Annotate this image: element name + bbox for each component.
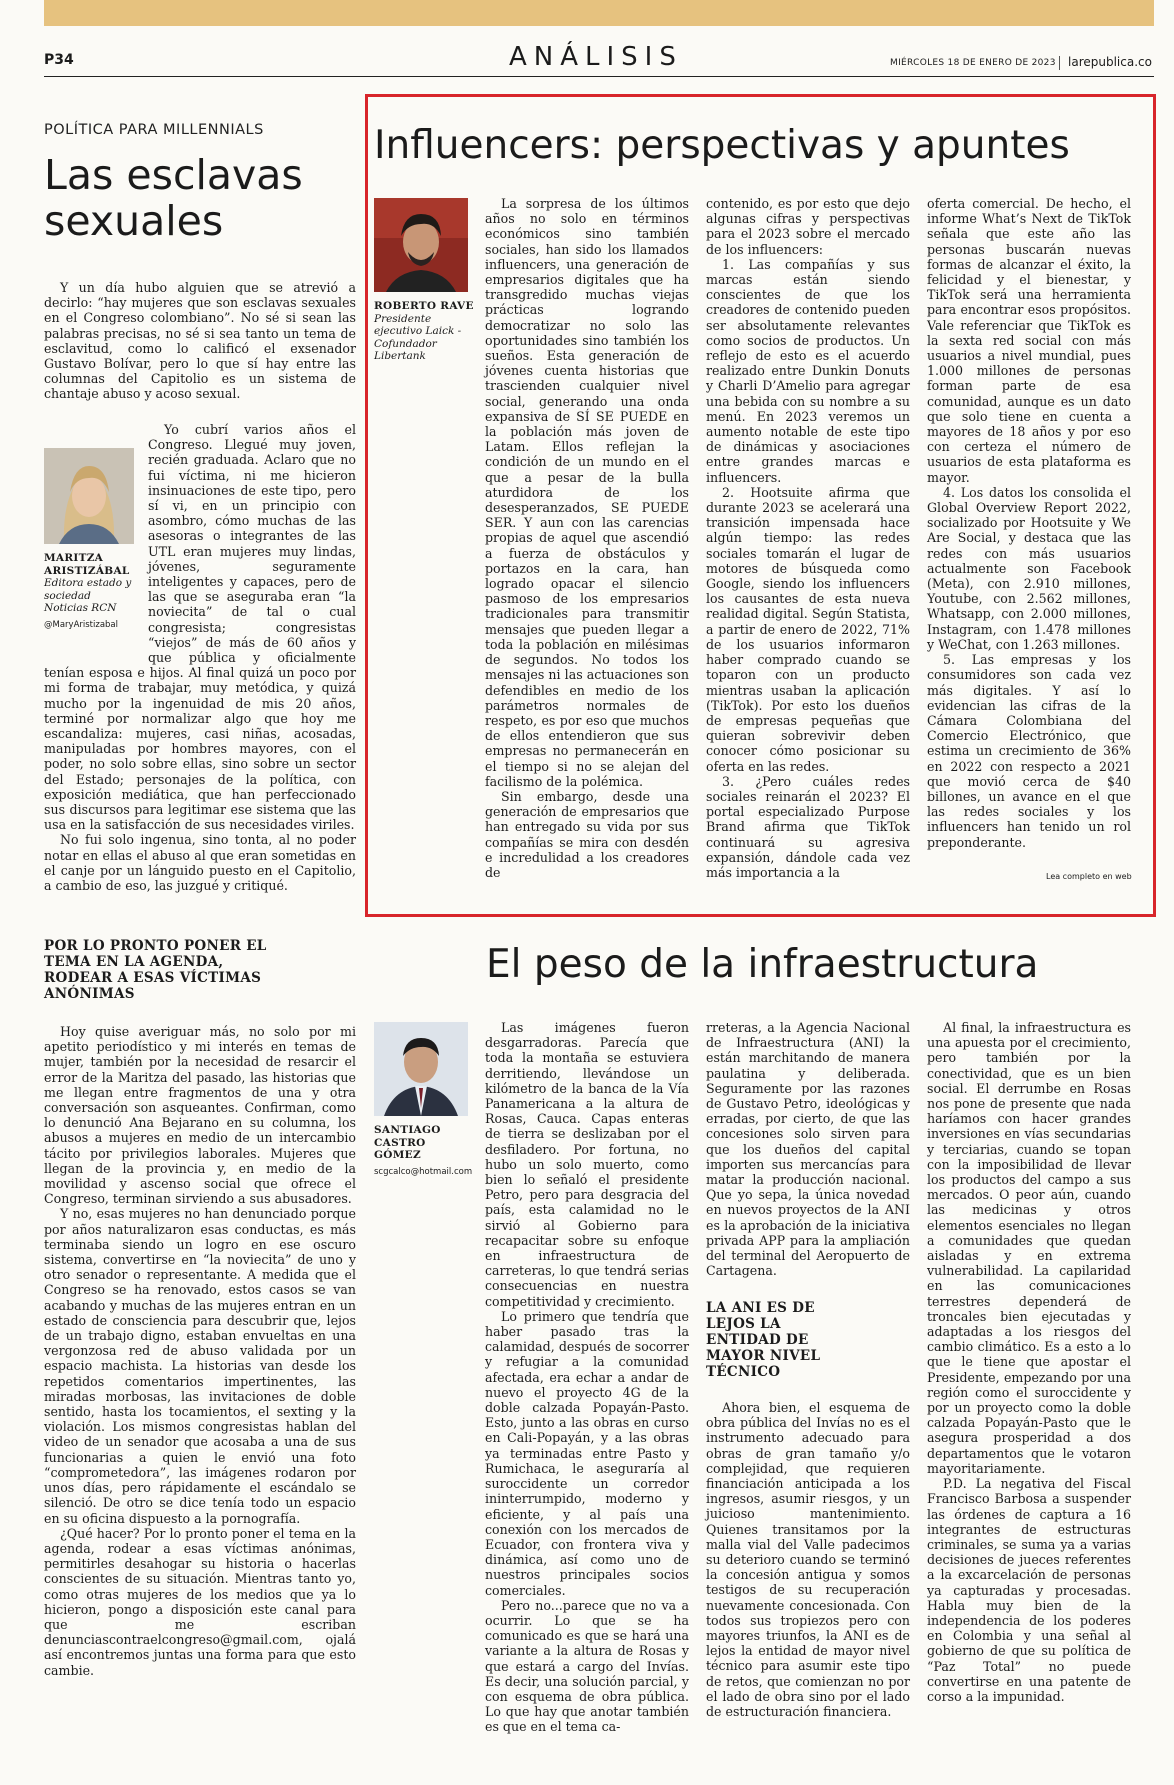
author-handle: @MaryAristizabal xyxy=(44,619,118,630)
site-name: larepublica.co xyxy=(1068,55,1152,69)
read-more-link[interactable]: Lea completo en web xyxy=(1046,872,1132,881)
paragraph: oferta comercial. De hecho, el informe What’s Next de TikTok señala que este año las personas buscarán nuevas formas de alcanzar el éxito, la felicidad y el bienestar, y TikTok será una herramienta para encontrar esos propósitos. Vale referenciar que TikTok es la sexta red social con más usuarios a nivel mundial, pues 1.000 millones de personas forman parte de esa comunidad, aunque es un dato que solo tiene en cuenta a mayores de 18 años y por eso con certeza el número de usuarios de esta plataforma es mayor. xyxy=(927,196,1131,485)
paragraph: 1. Las compañías y sus marcas están siendo conscientes de que los creadores de contenido pueden ser absolutamente relevantes como socios de productos. Un reflejo de esto es el acuerdo realizado entre Dunkin Donuts y Charli D’Amelio para agregar una bebida con su nombre a su menú. En 2023 veremos un aumento notable de este tipo de dinámicas y asociaciones entre grandes marcas e influencers. xyxy=(706,256,910,485)
page-number: P34 xyxy=(44,52,74,68)
author-name: ROBERTO RAVE xyxy=(374,300,474,312)
infra-column-3 xyxy=(927,1020,1131,1704)
subhead-esclavas: POR LO PRONTO PONER EL TEMA EN LA AGENDA, RODEAR A ESAS VÍCTIMAS ANÓNIMAS xyxy=(44,938,267,1002)
infra-column-2b xyxy=(706,1400,910,1719)
paragraph: P.D. La negativa del Fiscal Francisco Barbosa a suspender las órdenes de captura a 16 integrantes de estructuras criminales, se suma ya a varias decisiones de jueces referentes a la excarcelación de personas ya capturadas y procesadas. Habla muy bien de la independencia de los poderes en Colombia y una señal al gobierno de que su política de “Paz Total” no puede convertirse en una patente de corso a la impunidad. xyxy=(927,1476,1131,1704)
page-header xyxy=(44,38,1154,77)
paragraph: Las imágenes fueron desgarradoras. Parecía que toda la montaña se estuviera derritiendo, llevándose un kilómetro de la banca de la Vía Panamericana a la altura de Rosas, Cauca. Capas enteras de tierra se deslizaban por el desfiladero. Por fortuna, no hubo un solo muerto, como bien lo señaló el presidente Petro, pero para desgracia del país, esta calamidad no le sirvió al Gobierno para recapacitar sobre su enfoque en infraestructura de carreteras, lo que tendrá serias consecuencias en nuestra competitividad y crecimiento. xyxy=(485,1020,689,1309)
article-title-influencers: Influencers: perspectivas y apuntes xyxy=(374,123,1070,168)
paragraph: Sin embargo, desde una generación de empresarios que han entregado su vida por sus compañías se mira con desdén e incredulidad a los creadores de xyxy=(485,788,689,880)
influencers-column-1 xyxy=(485,196,689,880)
paragraph: 3. ¿Pero cuáles redes sociales reinarán el 2023? El portal especializado Purpose Brand afirma que TikTok continuará su agresiva expansión, dándole cada vez más importancia a la xyxy=(706,773,910,880)
paragraph: 5. Las empresas y los consumidores son cada vez más digitales. Y así lo evidencian las cifras de la Cámara Colombiana del Comercio Electrónico, que estima un crecimiento de 36% en 2022 con respecto a 2021 que movió cerca de $40 billones, un avance en el que las redes sociales y los influencers han tenido un rol preponderante. xyxy=(927,652,1131,850)
paragraph: Hoy quise averiguar más, no solo por mi apetito periodístico y mi interés en temas de mujer, también por la necesidad de resarcir el error de la Maritza del pasado, las historias que me llegan entre fragmentos de una y otra conversación son asqueantes. Confirman, como lo denunció Ana Bejarano en su columna, los abusos a mujeres en medio de un intercambio tácito por privilegios laborales. Mujeres que llegan de la provincia y, en medio de la movilidad y ascenso social que ofrece el Congreso, terminan sirviendo a sus abusadores. xyxy=(44,1024,356,1207)
top-color-bar xyxy=(44,0,1154,26)
paragraph: contenido, es por esto que dejo algunas cifras y perspectivas para el 2023 sobre el mercado de los influencers: xyxy=(706,196,910,257)
paragraph: Y un día hubo alguien que se atrevió a decirlo: “hay mujeres que son esclavas sexuales en el Congreso colombiano”. No sé si sean las palabras precisas, no sé si sea tanto un tema de esclavitud, como lo calificó el exsenador Gustavo Bolívar, pero lo que sí hay entre las columnas del Capitolio es un sistema de chantaje abuso y acoso sexual. xyxy=(44,280,356,402)
paragraph: 4. Los datos los consolida el Global Overview Report 2022, socializado por Hootsuite y We Are Social, y destaca que las redes con más usuarios actualmente son Facebook (Meta), con 2.910 millones, Youtube, con 2.562 millones, Whatsapp, con 2.000 millones, Instagram, con 1.478 millones y WeChat, con 1.263 millones. xyxy=(927,484,1131,652)
section-title: ANÁLISIS xyxy=(509,42,683,72)
paragraph: 2. Hootsuite afirma que durante 2023 se acelerará una transición impensada hace algún tiempo: las redes sociales tomarán el lugar de motores de búsqueda como Google, siendo los influencers los causantes de esta nueva realidad digital. Según Statista, a partir de enero de 2022, 71% de los usuarios informaron haber comprado cuando se toparon con un producto mientras usaban la aplicación (TikTok). Por esto los dueños de empresas pequeñas que quieran sobrevivir deben conocer cómo posicionar su oferta en las redes. xyxy=(706,484,910,774)
paragraph: Lo primero que tendría que haber pasado tras la calamidad, después de socorrer y refugiar a la comunidad afectada, era echar a andar de nuevo el proyecto 4G de la doble calzada Popayán-Pasto. Esto, junto a las obras en curso en Cali-Popayán, y a las obras ya terminadas entre Pasto y Rumichaca, le aseguraría al suroccidente un corredor ininterrumpido, moderno y eficiente, y al país una conexión con los mercados de Ecuador, con frontera viva y dinámica, así como uno de nuestros principales socios comerciales. xyxy=(485,1308,689,1598)
author-role: Editora estado y sociedad Noticias RCN xyxy=(44,577,132,614)
paragraph: Ahora bien, el esquema de obra pública del Invías no es el instrumento adecuado para obras de gran tamaño y/o complejidad, que requieren financiación anticipada a los ingresos, asumir riesgos, y un juicioso mantenimiento. Quienes transitamos por la malla vial del Valle padecimos su deterioro cuando se terminó la concesión antigua y somos testigos de su recuperación nuevamente concesionada. Con todos sus tropiezos pero con mayores triunfos, la ANI es de lejos la entidad de mayor nivel técnico para asumir este tipo de retos, que comienzan no por el lado de obra sino por el lado de estructuración financiera. xyxy=(706,1400,910,1720)
paragraph: Yo cubrí varios años el Congreso. Llegué muy joven, recién graduada. Aclaro que no fui víctima, ni me hicieron insinuaciones de este tipo, pero sí vi, en un principio con asombro, cómo muchas de las asesoras o integrantes de las UTL eran mujeres muy lindas, jóvenes, seguramente inteligentes y capaces, pero de las que se aseguraba eran “la noviecita” de tal o cual congresista; congresistas “viejos” de más de 60 años y que pública y oficialmente tenían esposa e hijos. Al final quizá un poco por mi forma de trabajar, muy metódica, y quizá mucho por la ingenuidad de mis 20 años, terminé por normalizar algo que hoy me escandaliza: mujeres, casi niñas, acosadas, manipuladas por hombres mayores, con el poder, no solo sobre ellas, sino sobre un sector del Estado; personajes de la política, con exposición mediática, que han perfeccionado sus discursos para legitimar ese sistema que las usa en la satisfacción de sus necesidades viriles. xyxy=(44,422,356,833)
article-body-esclavas-intro xyxy=(44,280,356,402)
article-title-esclavas: Las esclavas sexuales xyxy=(44,151,303,245)
article-body-esclavas-main xyxy=(44,422,356,893)
paragraph: ¿Qué hacer? Por lo pronto poner el tema en la agenda, rodear a esas víctimas anónimas, permitirles desahogar su historia o hacerlas conscientes de su situación. Mientras tanto yo, como otras mujeres de los medios que ya lo hicieron, pongo a disposición este canal para que me escriban denunciascontraelcongreso@gmail.com, ojalá así encontremos juntas una forma para que esto cambie. xyxy=(44,1525,356,1678)
author-box-castro xyxy=(374,1124,474,1178)
author-handle: scgcalco@hotmail.com xyxy=(374,1166,473,1177)
author-photo-rave xyxy=(374,198,468,292)
paragraph: rreteras, a la Agencia Nacional de Infraestructura (ANI) la están marchitando de manera paulatina y deliberada. Seguramente por las razones de Gustavo Petro, ideológicas y erradas, por cierto, de que las concesiones solo sirven para que los dueños del capital importen sus mercancías para matar la producción nacional. Que yo sepa, la única novedad en nuevos proyectos de la ANI es la aprobación de la iniciativa privada APP para la ampliación del terminal del Aeropuerto de Cartagena. xyxy=(706,1020,910,1279)
photo-wrap-spacer xyxy=(44,422,148,652)
paragraph: No fui solo ingenua, sino tonta, al no poder notar en ellas el abuso al que eran sometidas en el canje por un lánguido puesto en el Capitolio, a cambio de eso, las juzgué y critiqué. xyxy=(44,832,356,894)
paragraph: La sorpresa de los últimos años no solo en términos económicos sino también sociales, han sido los llamados influencers, una generación de empresarios digitales que ha transgredido muchas viejas prácticas logrando democratizar no solo las oportunidades sino también los sueños. Esta generación de jóvenes cuenta historias que trascienden cualquier nivel social, generando una onda expansiva de SÍ SE PUEDE en la población más joven de Latam. Ellos reflejan la condición de un mundo en el que a pesar de la bulla aturdidora de los desesperanzados, SE PUEDE SER. Y aun con las carencias propias de aquel que ascendió a fuerza de obstáculos y portazos en la cara, han logrado opacar el silencio pasmoso de los empresarios tradicionales para transmitir mensajes que pueden llegar a toda la población en milésimas de segundos. No todos los mensajes ni las actuaciones son defendibles en medio de los parámetros normales de respeto, es por eso que muchos de ellos entendieron que sus empresas no permanecerán en el tiempo si no se alejan del facilismo de la polémica. xyxy=(485,196,689,789)
author-box-rave xyxy=(374,300,474,363)
author-name: MARITZA ARISTIZÁBAL xyxy=(44,552,130,577)
author-photo-castro xyxy=(374,1022,468,1116)
subhead-infraestructura: LA ANI ES DE LEJOS LA ENTIDAD DE MAYOR NIVEL TÉCNICO xyxy=(706,1300,821,1380)
issue-date: MIÉRCOLES 18 DE ENERO DE 2023 xyxy=(890,58,1056,68)
influencers-column-2 xyxy=(706,196,910,880)
author-role: Presidente ejecutivo Laick - Cofundador Libertank xyxy=(374,312,462,362)
article-title-infraestructura: El peso de la infraestructura xyxy=(486,942,1039,987)
column-kicker: POLÍTICA PARA MILLENNIALS xyxy=(44,122,264,138)
infra-column-2 xyxy=(706,1020,910,1278)
paragraph: Y no, esas mujeres no han denunciado porque por años naturalizaron esas conductas, es más terminaba siendo un logro en ese oscuro sistema, convertirse en “la noviecita” de uno y otro senador o representante. A medida que el Congreso se ha renovado, estos casos se van acabando y muchas de las mujeres entran en un estado de consciencia para descubrir que, lejos de un trabajo digno, estaban envueltas en una vergonzosa red de abuso validada por un espacio machista. La historias van desde los repetidos comentarios impertinentes, las miradas morbosas, las invitaciones de doble sentido, hasta los tocamientos, el sexting y la violación. Los mismos congresistas hablan del video de un senador que acosaba a una de sus funcionarias a quien le envió una foto “comprometedora”, las imágenes rodaron por unos días, pero rápidamente el escándalo se silenció. De otro se dice tenía todo un espacio en su oficina dispuesto a la pornografía. xyxy=(44,1206,356,1526)
influencers-column-3 xyxy=(927,196,1131,850)
article-body-esclavas-cont xyxy=(44,1024,356,1678)
infra-column-1 xyxy=(485,1020,689,1735)
author-name: SANTIAGO CASTRO GÓMEZ xyxy=(374,1124,441,1161)
paragraph: Pero no...parece que no va a ocurrir. Lo que se ha comunicado es que se hará una variante a la altura de Rosas y que estará a cargo del Invías. Es decir, una solución parcial, y con esquema de obra pública. Lo que hay que anotar también es que en el tema ca- xyxy=(485,1597,689,1735)
header-divider xyxy=(1059,56,1060,70)
paragraph: Al final, la infraestructura es una apuesta por el crecimiento, pero también por la conectividad, que es un bien social. El derrumbe en Rosas nos pone de presente que nada haríamos con hacer grandes inversiones en vías secundarias y terciarias, cuando se topan con la imposibilidad de llevar los productos del campo a sus mercados. O peor aún, cuando las medicinas y otros elementos esenciales no llegan a comunidades que quedan aisladas y en extrema vulnerabilidad. La capilaridad en las comunicaciones terrestres dependerá de troncales bien ejecutadas y adaptadas a los riesgos del cambio climático. Es a esto a lo que le tiene que apostar el Presidente, empezando por una región como el suroccidente y por un proyecto como la doble calzada Popayán-Pasto que le asegura prosperidad a dos departamentos que le votaron mayoritariamente. xyxy=(927,1020,1131,1476)
